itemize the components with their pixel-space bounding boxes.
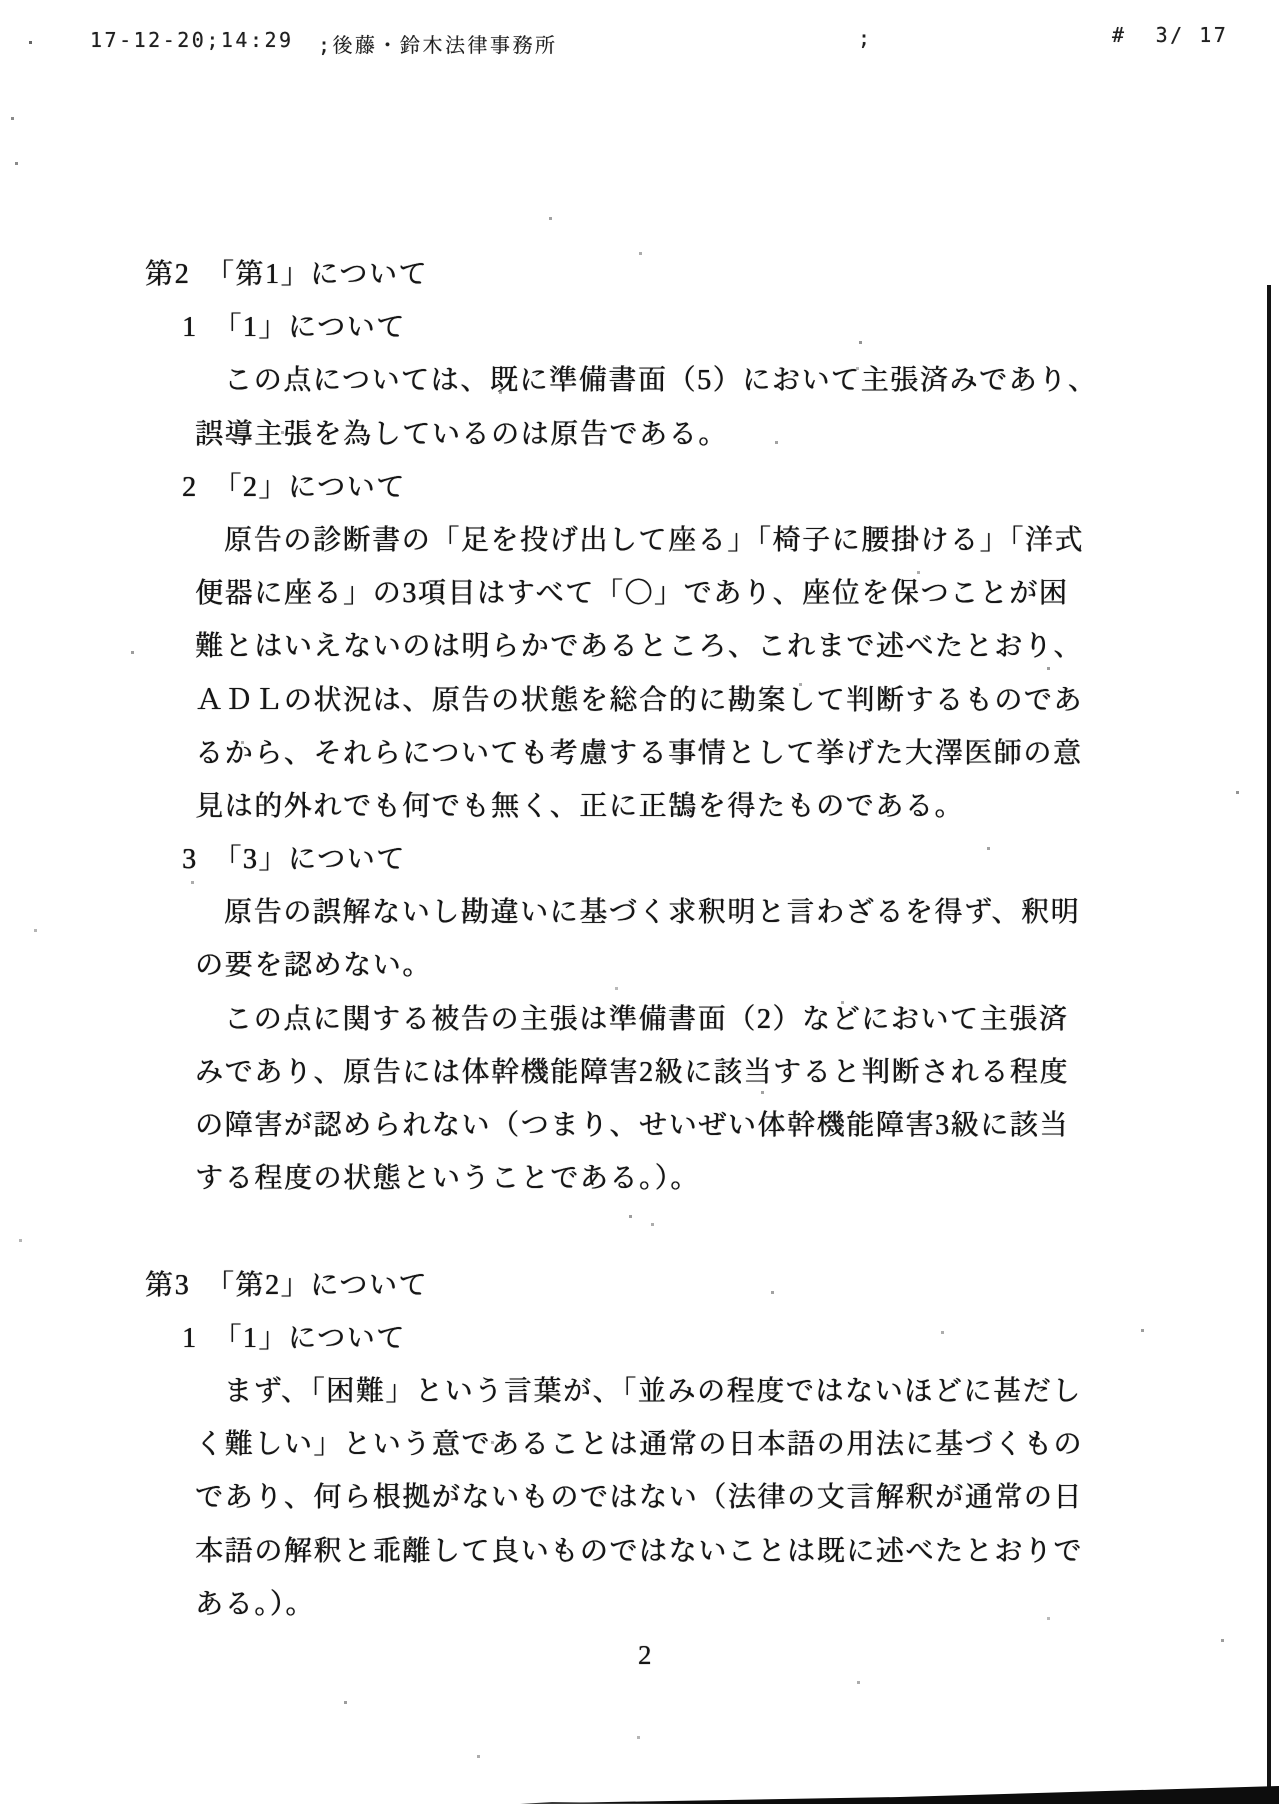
- doc-line: ある。）。: [195, 1588, 316, 1620]
- doc-line: 第2 「第1」について: [145, 259, 429, 290]
- fax-page-indicator: # 3/ 17: [1112, 23, 1229, 47]
- doc-line: 1 「1」について: [182, 1322, 406, 1354]
- doc-line: であり、何ら根拠がないものではない（法律の文言解釈が通常の日: [195, 1482, 1084, 1514]
- scan-artifact-vertical-line: [1267, 285, 1271, 1804]
- doc-line: 本語の解釈と乖離して良いものではないことは既に述べたとおりで: [195, 1535, 1084, 1567]
- scan-noise-specks: [0, 0, 1, 1]
- fax-timestamp: 17-12-20;14:29: [90, 28, 294, 52]
- doc-line: 原告の診断書の「足を投げ出して座る」「椅子に腰掛ける」「洋式: [224, 524, 1085, 556]
- doc-line: 見は的外れでも何でも無く、正に正鵠を得たものである。: [195, 790, 965, 822]
- fax-sender-name: ;後藤・鈴木法律事務所: [318, 33, 558, 57]
- doc-line: 難とはいえないのは明らかであるところ、これまで述べたとおり、: [195, 631, 1084, 663]
- doc-line: ＡＤＬの状況は、原告の状態を総合的に勘案して判断するものであ: [195, 684, 1084, 716]
- doc-line: 1 「1」について: [182, 312, 406, 344]
- doc-line: 3 「3」について: [182, 844, 406, 876]
- fax-header-separator: ;: [858, 26, 873, 50]
- doc-line: の要を認めない。: [195, 950, 432, 982]
- doc-line: 第3 「第2」について: [145, 1269, 429, 1301]
- page-number: 2: [638, 1640, 652, 1670]
- doc-line: の障害が認められない（つまり、せいぜい体幹機能障害3級に該当: [195, 1110, 1070, 1141]
- doc-line: 誤導主張を為しているのは原告である。: [195, 418, 728, 450]
- fax-transmission-header: [0, 0, 1279, 70]
- doc-line: まず、「困難」という言葉が、「並みの程度ではないほどに甚だし: [224, 1375, 1082, 1407]
- doc-line: この点については、既に準備書面（5）において主張済みであり、: [224, 365, 1098, 397]
- scan-artifact-bottom-bar: [0, 1782, 1279, 1804]
- document-body: [0, 248, 1279, 1631]
- doc-line: この点に関する被告の主張は準備書面（2）などにおいて主張済: [224, 1003, 1069, 1035]
- doc-line: るから、それらについても考慮する事情として挙げた大澤医師の意: [195, 737, 1083, 769]
- doc-line: みであり、原告には体幹機能障害2級に該当すると判断される程度: [195, 1056, 1070, 1088]
- doc-line: く難しい」という意であることは通常の日本語の用法に基づくもの: [195, 1429, 1084, 1461]
- doc-line: 便器に座る」の3項目はすべて「〇」であり、座位を保つことが困: [195, 578, 1069, 610]
- doc-line: [0, 1205, 1279, 1258]
- doc-line: 原告の誤解ないし勘違いに基づく求釈明と言わざるを得ず、釈明: [224, 897, 1081, 929]
- doc-line: する程度の状態ということである。）。: [195, 1163, 700, 1195]
- doc-line: 2 「2」について: [182, 471, 406, 503]
